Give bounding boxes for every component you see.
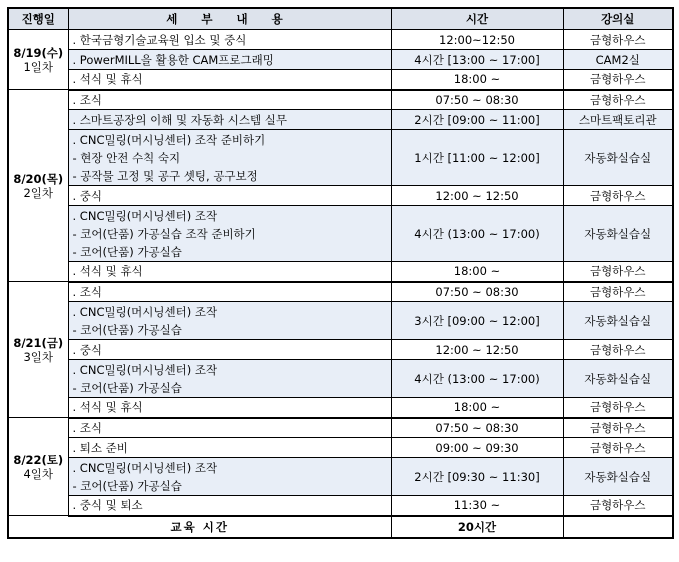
day-cell: [8, 90, 68, 282]
detail-cell: [68, 130, 391, 186]
total-label: 교육 시간: [8, 516, 391, 538]
detail-line: . 조식: [72, 284, 103, 299]
detail-cell: [68, 206, 391, 262]
time-cell: 09:00 ~ 09:30: [391, 438, 563, 458]
time-cell: 12:00 ~ 12:50: [391, 186, 563, 206]
room-cell: 금형하우스: [563, 90, 673, 110]
schedule-row: [8, 110, 673, 130]
detail-cell: [68, 90, 391, 110]
detail-line: . CNC밀링(머시닝센터) 조작: [72, 208, 218, 223]
time-cell: 18:00 ~: [391, 70, 563, 90]
detail-line: . CNC밀링(머시닝센터) 조작: [72, 460, 218, 475]
detail-line: - 현장 안전 수칙 숙지: [72, 150, 181, 165]
detail-line: . 석식 및 휴식: [72, 400, 143, 415]
detail-line: . 한국금형기술교육원 입소 및 중식: [72, 32, 247, 47]
schedule-row: [8, 90, 673, 110]
schedule-row: [8, 360, 673, 398]
day-date: 8/19(수): [13, 45, 64, 60]
day-date: 8/21(금): [13, 335, 64, 350]
total-row: [8, 516, 673, 538]
training-schedule-table: [7, 7, 674, 539]
header-day: 진행일: [8, 8, 68, 30]
room-cell: CAM2실: [563, 50, 673, 70]
day-cell: [8, 282, 68, 418]
detail-line: - 코어(단품) 가공실습 조작 준비하기: [72, 226, 256, 241]
detail-cell: [68, 70, 391, 90]
room-cell: 금형하우스: [563, 340, 673, 360]
room-cell: 자동화실습실: [563, 360, 673, 398]
detail-line: . 조식: [72, 92, 103, 107]
detail-cell: [68, 302, 391, 340]
detail-line: . CNC밀링(머시닝센터) 조작 준비하기: [72, 132, 266, 147]
time-cell: 12:00 ~ 12:50: [391, 340, 563, 360]
detail-line: . 석식 및 휴식: [72, 72, 143, 87]
detail-cell: [68, 398, 391, 418]
time-cell: 4시간 (13:00 ~ 17:00): [391, 360, 563, 398]
room-cell: 자동화실습실: [563, 130, 673, 186]
detail-line: . 중식: [72, 188, 103, 203]
schedule-row: [8, 130, 673, 186]
schedule-wrapper: [7, 7, 672, 539]
detail-line: - 공작물 고정 및 공구 셋팅, 공구보정: [72, 168, 258, 183]
detail-line: . 조식: [72, 420, 103, 435]
table-body: [8, 30, 673, 516]
room-cell: 자동화실습실: [563, 206, 673, 262]
detail-cell: [68, 186, 391, 206]
detail-cell: [68, 262, 391, 282]
detail-cell: [68, 110, 391, 130]
schedule-row: [8, 340, 673, 360]
day-label: 3일차: [23, 349, 54, 364]
room-cell: 자동화실습실: [563, 458, 673, 496]
detail-cell: [68, 30, 391, 50]
detail-line: . CNC밀링(머시닝센터) 조작: [72, 304, 218, 319]
schedule-row: [8, 438, 673, 458]
schedule-row: [8, 186, 673, 206]
schedule-row: [8, 70, 673, 90]
detail-cell: [68, 282, 391, 302]
time-cell: 3시간 [09:00 ~ 12:00]: [391, 302, 563, 340]
time-cell: 18:00 ~: [391, 262, 563, 282]
schedule-row: [8, 282, 673, 302]
room-cell: 금형하우스: [563, 262, 673, 282]
day-label: 1일차: [23, 59, 54, 74]
room-cell: 금형하우스: [563, 282, 673, 302]
schedule-row: [8, 50, 673, 70]
detail-line: . 스마트공장의 이해 및 자동화 시스템 실무: [72, 112, 287, 127]
time-cell: 11:30 ~: [391, 496, 563, 516]
header-row: [8, 8, 673, 30]
detail-line: . PowerMILL을 활용한 CAM프로그래밍: [72, 52, 274, 67]
time-cell: 07:50 ~ 08:30: [391, 90, 563, 110]
table-header: [8, 8, 673, 30]
room-cell: 금형하우스: [563, 438, 673, 458]
day-label: 4일차: [23, 466, 54, 481]
day-date: 8/22(토): [13, 452, 64, 467]
detail-cell: [68, 496, 391, 516]
schedule-row: [8, 206, 673, 262]
detail-cell: [68, 438, 391, 458]
detail-line: . 퇴소 준비: [72, 440, 128, 455]
day-label: 2일차: [23, 185, 54, 200]
time-cell: 2시간 [09:30 ~ 11:30]: [391, 458, 563, 496]
day-cell: [8, 418, 68, 516]
header-time: 시간: [391, 8, 563, 30]
schedule-row: [8, 262, 673, 282]
schedule-row: [8, 398, 673, 418]
detail-cell: [68, 458, 391, 496]
detail-line: - 코어(단품) 가공실습: [72, 244, 182, 259]
header-detail: 세 부 내 용: [68, 8, 391, 30]
detail-line: . 중식: [72, 342, 103, 357]
room-cell: 자동화실습실: [563, 302, 673, 340]
detail-line: - 코어(단품) 가공실습: [72, 478, 182, 493]
detail-line: . 중식 및 퇴소: [72, 498, 143, 513]
time-cell: 4시간 (13:00 ~ 17:00): [391, 206, 563, 262]
time-cell: 07:50 ~ 08:30: [391, 282, 563, 302]
schedule-row: [8, 458, 673, 496]
total-empty-cell: [563, 516, 673, 538]
detail-cell: [68, 360, 391, 398]
detail-line: - 코어(단품) 가공실습: [72, 322, 182, 337]
detail-line: . CNC밀링(머시닝센터) 조작: [72, 362, 218, 377]
table-footer: [8, 516, 673, 538]
room-cell: 금형하우스: [563, 70, 673, 90]
room-cell: 금형하우스: [563, 186, 673, 206]
time-cell: 1시간 [11:00 ~ 12:00]: [391, 130, 563, 186]
time-cell: 18:00 ~: [391, 398, 563, 418]
room-cell: 금형하우스: [563, 398, 673, 418]
schedule-row: [8, 496, 673, 516]
room-cell: 스마트팩토리관: [563, 110, 673, 130]
header-room: 강의실: [563, 8, 673, 30]
detail-line: - 코어(단품) 가공실습: [72, 380, 182, 395]
room-cell: 금형하우스: [563, 418, 673, 438]
detail-line: . 석식 및 휴식: [72, 264, 143, 279]
schedule-row: [8, 30, 673, 50]
day-date: 8/20(목): [13, 171, 64, 186]
detail-cell: [68, 340, 391, 360]
time-cell: 07:50 ~ 08:30: [391, 418, 563, 438]
schedule-row: [8, 418, 673, 438]
schedule-row: [8, 302, 673, 340]
room-cell: 금형하우스: [563, 30, 673, 50]
day-cell: [8, 30, 68, 90]
time-cell: 4시간 [13:00 ~ 17:00]: [391, 50, 563, 70]
total-hours: 20시간: [391, 516, 563, 538]
detail-cell: [68, 418, 391, 438]
time-cell: 12:00~12:50: [391, 30, 563, 50]
time-cell: 2시간 [09:00 ~ 11:00]: [391, 110, 563, 130]
room-cell: 금형하우스: [563, 496, 673, 516]
detail-cell: [68, 50, 391, 70]
